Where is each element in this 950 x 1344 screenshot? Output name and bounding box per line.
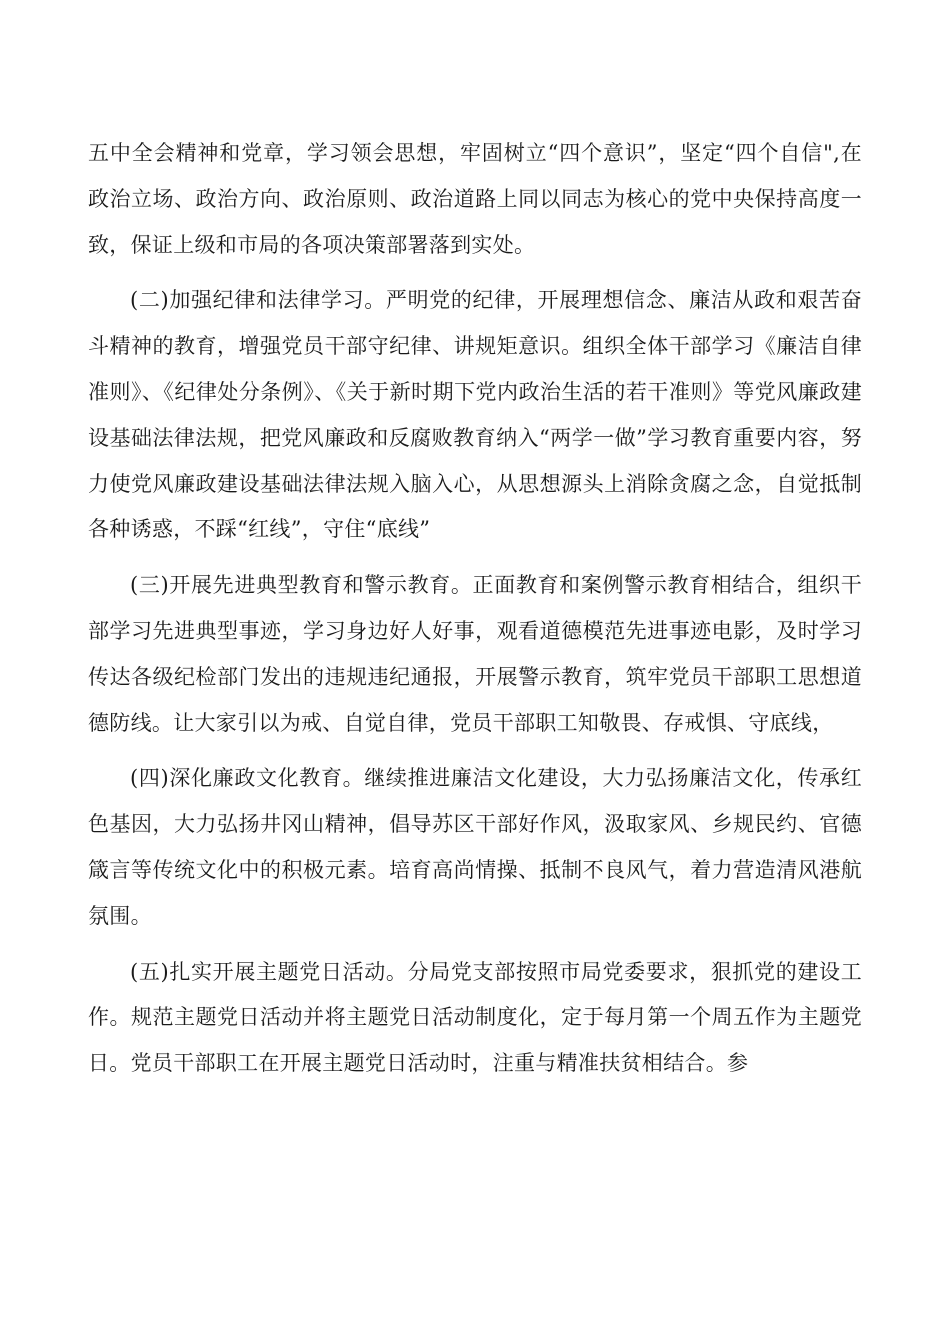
paragraph-section-2: (二)加强纪律和法律学习。严明党的纪律，开展理想信念、廉洁从政和艰苦奋斗精神的教育，增强党员干部守纪律、讲规矩意识。组织全体干部学习《廉洁自律准则》、《纪律处分条例》、《关于新时期下党内政治生活的若干准则》等党风廉政建设基础法律法规，把党风廉政和反腐败教育纳入“两学一做”学习教育重要内容，努力使党风廉政建设基础法律法规入脑入心，从思想源头上消除贪腐之念，自觉抵制各种诱惑，不踩“红线”，守住“底线” (88, 288, 862, 542)
paragraph-section-5: (五)扎实开展主题党日活动。分局党支部按照市局党委要求，狠抓党的建设工作。规范主题党日活动并将主题党日活动制度化，定于每月第一个周五作为主题党日。党员干部职工在开展主题党日活动时，注重与精准扶贫相结合。参 (88, 959, 862, 1076)
paragraph-section-3: (三)开展先进典型教育和警示教育。正面教育和案例警示教育相结合，组织干部学习先进典型事迹，学习身边好人好事，观看道德模范先进事迹电影，及时学习传达各级纪检部门发出的违规违纪通报，开展警示教育，筑牢党员干部职工思想道德防线。让大家引以为戒、自觉自律，党员干部职工知敬畏、存戒惧、守底线， (88, 573, 862, 735)
paragraph-continuation: 五中全会精神和党章，学习领会思想，牢固树立“四个意识”，坚定“四个自信",在政治立场、政治方向、政治原则、政治道路上同以同志为核心的党中央保持高度一致，保证上级和市局的各项决策部署落到实处。 (88, 141, 862, 257)
document-body (88, 131, 862, 1097)
paragraph-section-4: (四)深化廉政文化教育。继续推进廉洁文化建设，大力弘扬廉洁文化，传承红色基因，大力弘扬井冈山精神，倡导苏区干部好作风，汲取家风、乡规民约、官德箴言等传统文化中的积极元素。培育高尚情操、抵制不良风气，着力营造清风港航氛围。 (88, 766, 862, 928)
